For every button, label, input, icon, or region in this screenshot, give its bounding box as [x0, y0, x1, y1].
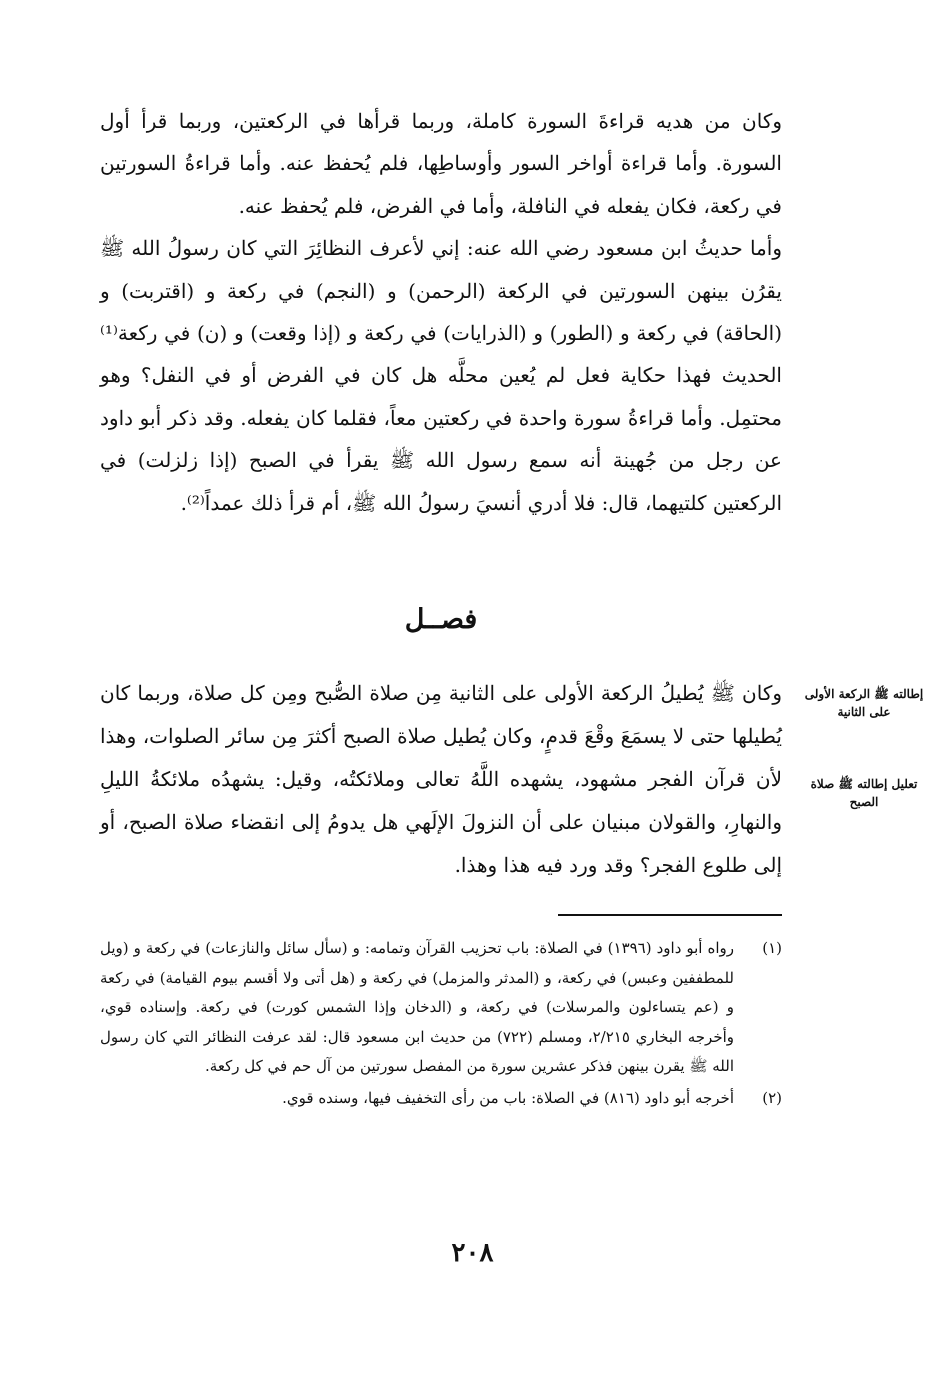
footnote-separator — [558, 914, 782, 916]
footnote-text: أخرجه أبو داود (٨١٦) في الصلاة: باب من رأى التخفيف فيها، وسنده قوي. — [282, 1088, 734, 1107]
paragraph-ibn-masud-hadith: وأما حديثُ ابن مسعود رضي الله عنه: إني لأعرف النظائِرَ التي كان رسولُ الله ﷺ يقرُن بينهن السورتين في الركعة (الرحمن) و (النجم) في ركعة و (اقتربت) و (الحاقة) في ركعة و (الطور) و (الذرايات) في ركعة و (إذا وقعت) و (ن) في ركعة⁽¹⁾ الحديث فهذا حكاية فعل لم يُعين محلَّه هل كان في الفرض أو في النفل؟ وهو محتمِل. وأما قراءةُ سورة واحدة في ركعتين معاً، فقلما كان يفعله. وقد ذكر أبو داود عن رجل من جُهينة أنه سمع رسول الله ﷺ يقرأ في الصبح (إذا زلزلت) في الركعتين كلتيهما، قال: فلا أدري أنسيَ رسولُ الله ﷺ، أم قرأ ذلك عمداً⁽²⁾. — [100, 236, 782, 515]
footnote-2 — [100, 1084, 782, 1114]
section-paragraph: وكان ﷺ يُطيلُ الركعة الأولى على الثانية مِن صلاة الصُّبح ومِن كل صلاة، وربما كان يُطيلها حتى لا يسمَعَ وقْعَ قدمٍ، وكان يُطيل صلاة الصبح أكثرَ مِن سائر الصلوات، وهذا لأن قرآن الفجر مشهود، يشهده اللَّهُ تعالى وملائكتُه، وقيل: يشهدُه ملائكةُ الليلِ والنهارِ، والقولان مبنيان على أن النزولَ الإلَهي هل يدومُ إلى انقضاء صلاة الصبح، أو إلى طلوع الفجر؟ وقد ورد فيه هذا وهذا. — [100, 681, 782, 877]
footnotes — [100, 934, 782, 1115]
footnote-number: (١) — [762, 939, 782, 957]
page-number: ٢٠٨ — [451, 1238, 494, 1268]
footnote-1 — [100, 934, 782, 1082]
footnote-number: (٢) — [762, 1088, 782, 1107]
section-heading: فصــل — [404, 604, 478, 635]
footnote-text: رواه أبو داود (١٣٩٦) في الصلاة: باب تحزيب القرآن وتمامه: و (سأل سائل والنازعات) في ركعة و (ويل للمطففين وعبس) في ركعة، و (المدثر والمزمل) في ركعة و (هل أتى ولا أقسم بيوم القيامة) في ركعة و (عم يتساءلون والمرسلات) في ركعة، و (الدخان وإذا الشمس كورت) في ركعة. وإسناده قوي، وأخرجه البخاري ٢/٢١٥، ومسلم (٧٢٢) من حديث ابن مسعود قال: لقد عرفت النظائر التي كان رسول الله ﷺ يقرن بينهن فذكر عشرين سورة من المفصل سورتين من آل حم في كل ركعة. — [100, 939, 734, 1075]
main-text-block — [100, 100, 782, 524]
margin-note-first-rakah: إطالته ﷺ الركعة الأولى على الثانية — [804, 687, 924, 719]
margin-note-fajr-prayer: تعليل إطالته ﷺ صلاة الصبح — [810, 777, 918, 809]
paragraph-reading-surah: وكان من هديه قراءةَ السورة كاملة، وربما قرأها في الركعتين، وربما قرأ أول السورة. وأما قراءة أواخر السور وأوساطِها، فلم يُحفظ عنه. وأما قراءةُ السورتين في ركعة، فكان يفعله في النافلة، وأما في الفرض، فلم يُحفظ عنه. — [100, 109, 782, 218]
